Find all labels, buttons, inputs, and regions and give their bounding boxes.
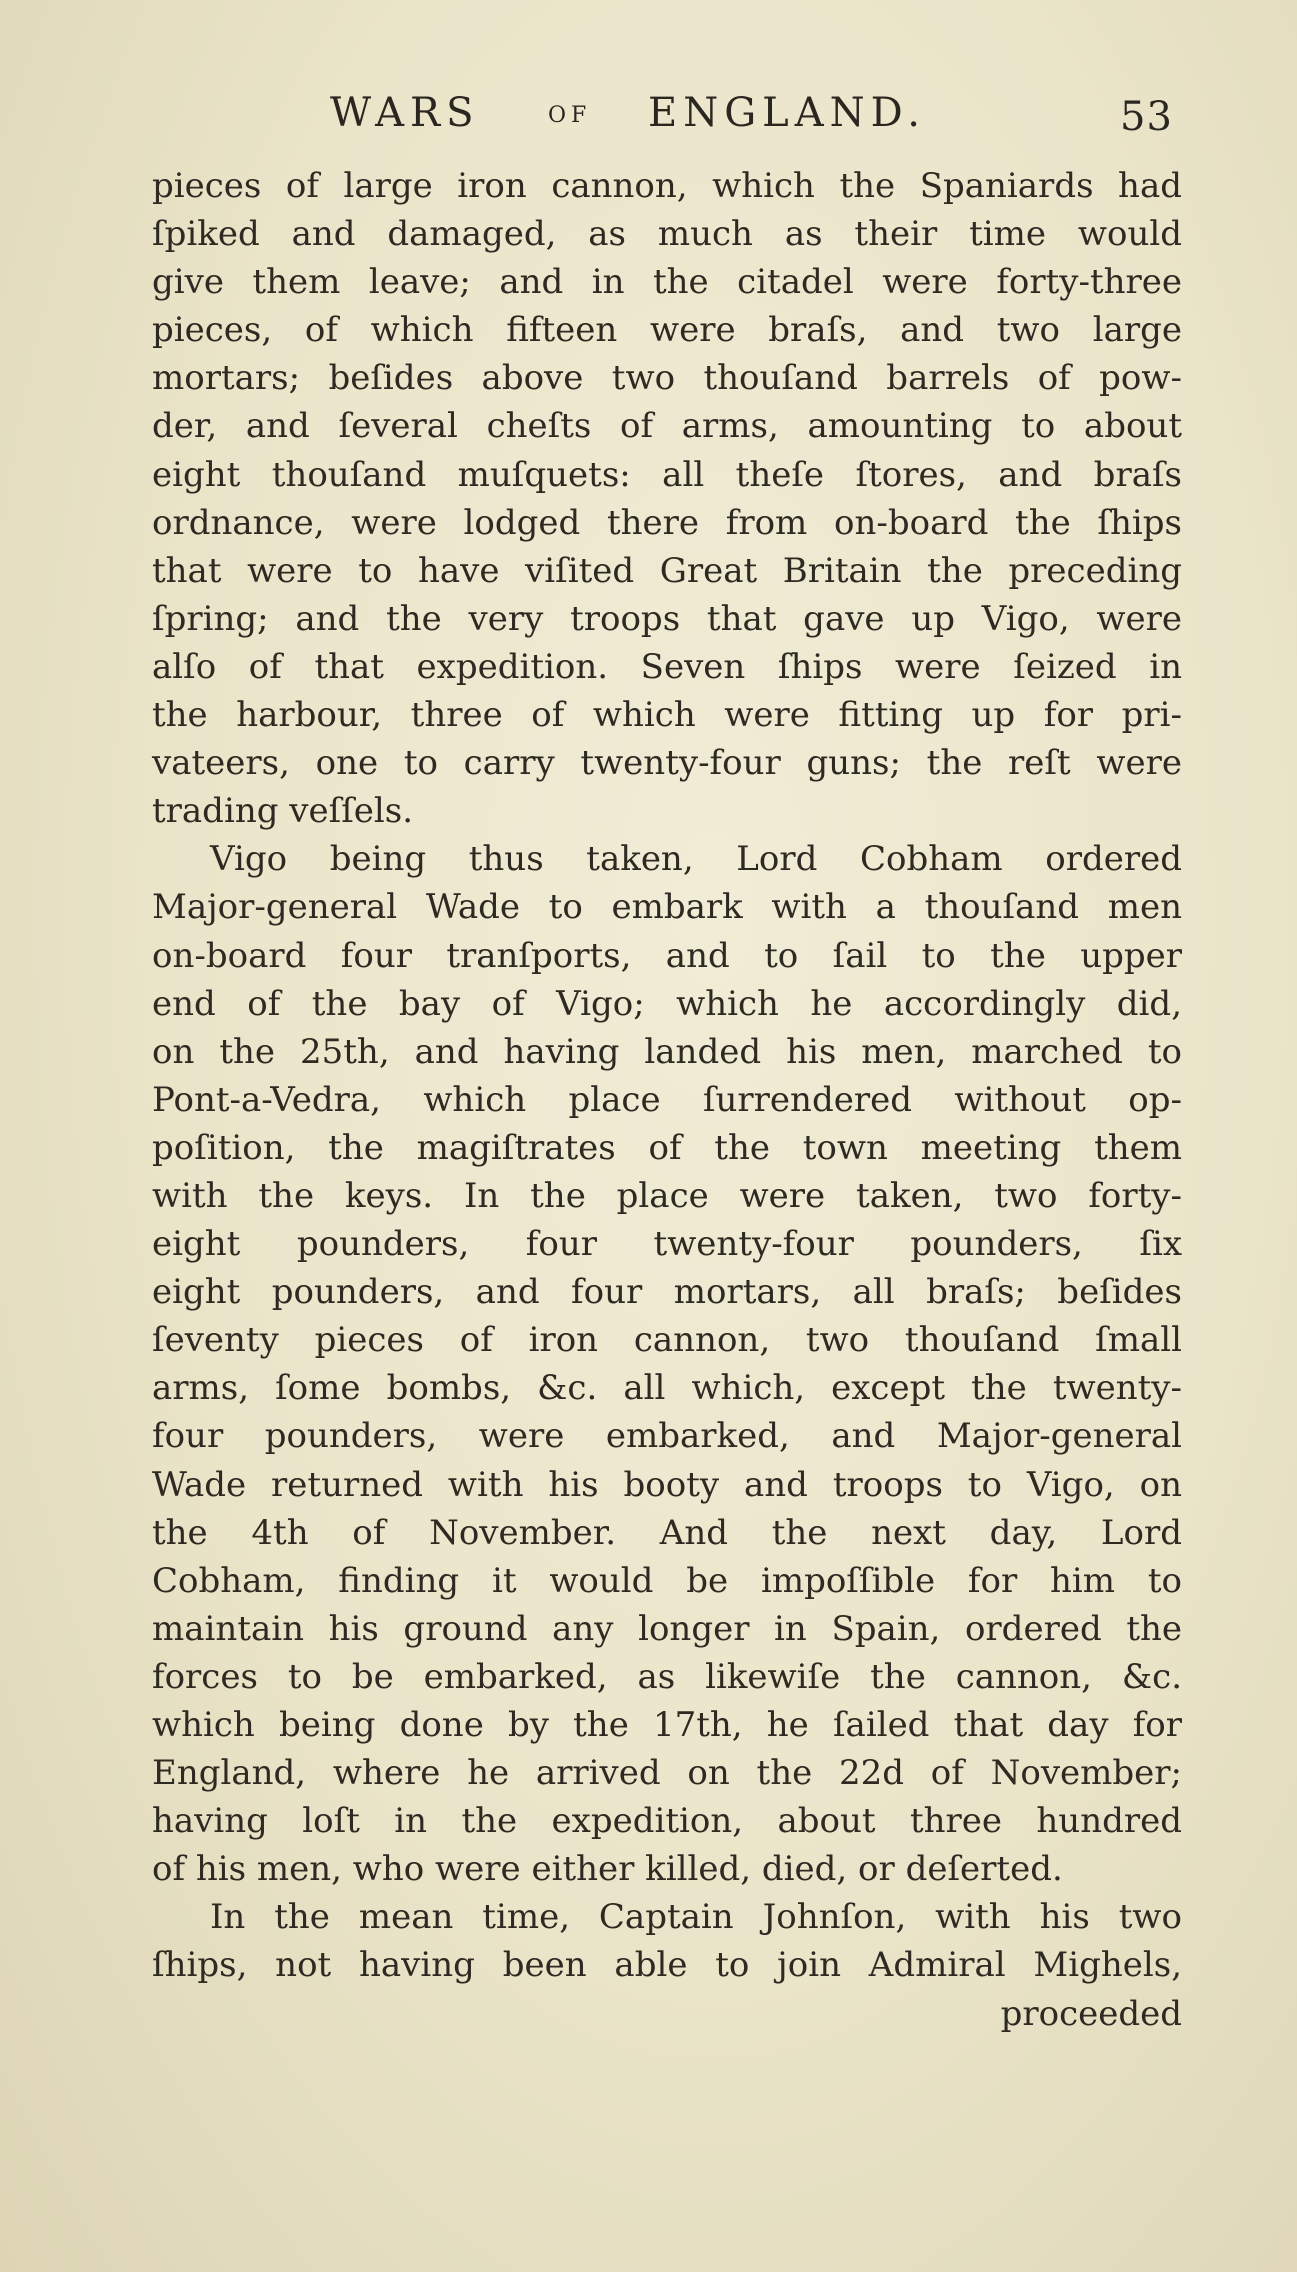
text-line: the harbour, three of which were fitting up for pri- <box>152 695 1182 736</box>
text-line: having loſt in the expedition, about three hundred <box>152 1801 1182 1842</box>
text-line: ſpring; and the very troops that gave up Vigo, were <box>152 598 1182 639</box>
text-line: end of the bay of Vigo; which he accordingly did, <box>152 983 1182 1024</box>
text-line: arms, ſome bombs, &c. all which, except the twenty- <box>152 1368 1182 1409</box>
text-line: forces to be embarked, as likewiſe the cannon, &c. <box>152 1656 1182 1697</box>
paragraph-start-line: Vigo being thus taken, Lord Cobham ordered <box>210 839 1182 880</box>
paragraph-start-line: In the mean time, Captain Johnſon, with his two <box>210 1897 1182 1938</box>
header-title-england: ENGLAND. <box>648 90 926 136</box>
header-title-wars: WARS <box>330 90 480 136</box>
text-line: four pounders, were embarked, and Major-general <box>152 1416 1182 1457</box>
text-line: which being done by the 17th, he ſailed that day for <box>152 1705 1182 1745</box>
text-line: Wade returned with his booty and troops to Vigo, on <box>152 1464 1182 1505</box>
text-line: Pont-a-Vedra, which place ſurrendered without op- <box>152 1079 1182 1120</box>
text-line: on the 25th, and having landed his men, marched to <box>152 1031 1182 1072</box>
text-line: eight pounders, four twenty-four pounders, ſix <box>152 1224 1182 1265</box>
text-line: ordnance, were lodged there from on-board the ſhips <box>152 502 1182 543</box>
text-line: England, where he arrived on the 22d of November; <box>152 1753 1182 1794</box>
body-text <box>152 162 1182 2038</box>
text-line: poſition, the magiſtrates of the town meeting them <box>152 1127 1182 1168</box>
text-line: alſo of that expedition. Seven ſhips were ſeized in <box>152 646 1182 687</box>
text-line: vateers, one to carry twenty-four guns; the reſt were <box>152 743 1182 784</box>
text-line: the 4th of November. And the next day, Lord <box>152 1512 1182 1553</box>
catchword: proceeded <box>1000 1993 1182 2034</box>
text-line: der, and ſeveral cheſts of arms, amounting to about <box>152 406 1182 447</box>
text-line: mortars; beſides above two thouſand barrels of pow- <box>152 358 1182 399</box>
page-number: 53 <box>1120 94 1173 140</box>
text-line: Major-general Wade to embark with a thouſand men <box>152 887 1182 928</box>
text-line: with the keys. In the place were taken, two forty- <box>152 1175 1182 1216</box>
text-line: of his men, who were either killed, died, or deſerted. <box>152 1849 1063 1890</box>
text-line: ſeventy pieces of iron cannon, two thouſand ſmall <box>152 1320 1182 1361</box>
text-line: pieces of large iron cannon, which the Spaniards had <box>152 166 1182 206</box>
text-line: on-board four tranſports, and to ſail to the upper <box>152 935 1182 976</box>
text-line: ſhips, not having been able to join Admiral Mighels, <box>152 1945 1182 1986</box>
text-line: eight pounders, and four mortars, all braſs; beſides <box>152 1272 1182 1313</box>
text-line: Cobham, finding it would be impoſſible for him to <box>152 1560 1182 1601</box>
text-line: trading veſſels. <box>152 791 414 832</box>
text-line: eight thouſand muſquets: all theſe ſtores, and braſs <box>152 454 1182 495</box>
text-line: give them leave; and in the citadel were forty-three <box>152 262 1182 303</box>
text-line: that were to have viſited Great Britain the preceding <box>152 550 1182 591</box>
header-title-of: OF <box>548 103 592 128</box>
text-line: ſpiked and damaged, as much as their time would <box>152 214 1182 255</box>
text-line: pieces, of which fifteen were braſs, and two large <box>152 310 1182 351</box>
running-header <box>330 90 1180 150</box>
text-line: maintain his ground any longer in Spain, ordered the <box>152 1608 1182 1649</box>
